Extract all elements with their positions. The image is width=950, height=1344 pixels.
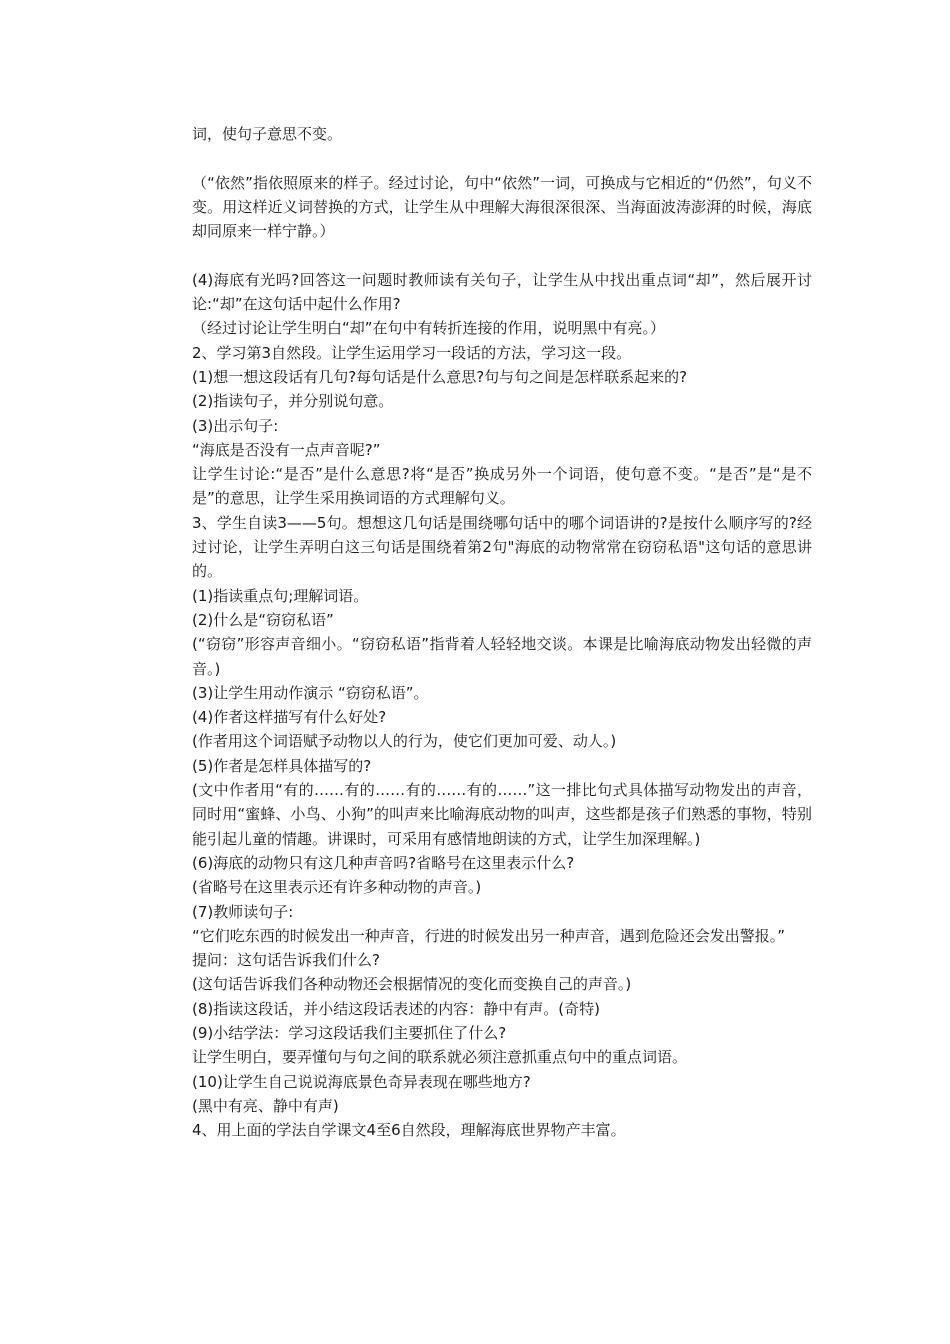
paragraph: （经过讨论让学生明白“却”在句中有转折连接的作用，说明黑中有亮。）: [192, 319, 666, 338]
paragraph: 3、学生自读3——5句。想想这几句话是围绕哪句话中的哪个词语讲的?是按什么顺序写的?经过讨论，让学生弄明白这三句话是围绕着第2句"海底的动物常常在窃窃私语"这句话的意思讲的。: [192, 513, 812, 581]
blank-line: [192, 243, 812, 267]
paragraph: “它们吃东西的时候发出一种声音，行进的时候发出另一种声音，遇到危险还会发出警报。”: [192, 926, 786, 945]
paragraph: (2)什么是“窃窃私语”: [192, 610, 334, 629]
paragraph: (3)让学生用动作演示 “窃窃私语”。: [192, 683, 429, 702]
paragraph: (4)海底有光吗?回答这一问题时教师读有关句子，让学生从中找出重点词“却”，然后展开讨论:“却”在这句话中起什么作用?: [192, 270, 812, 314]
paragraph: (1)指读重点句;理解词语。: [192, 586, 369, 605]
paragraph: 提问：这句话告诉我们什么?: [192, 951, 380, 970]
paragraph: (“窃窃”形容声音细小。“窃窃私语”指背着人轻轻地交谈。本课是比喻海底动物发出轻微的声音。): [192, 635, 812, 678]
paragraph: (1)想一想这段话有几句?每句话是什么意思?句与句之间是怎样联系起来的?: [192, 367, 688, 386]
document-body: [192, 122, 812, 1142]
paragraph: (作者用这个词语赋予动物以人的行为，使它们更加可爱、动人。): [192, 732, 617, 751]
paragraph: (7)教师读句子:: [192, 902, 294, 921]
paragraph: （“依然”指依照原来的样子。经过讨论，句中“依然”一词，可换成与它相近的“仍然”，句义不变。用这样近义词替换的方式，让学生从中理解大海很深很深、当海面波涛澎湃的时候，海底却同原来一样宁静。）: [192, 173, 812, 241]
paragraph: 2、学习第3自然段。让学生运用学习一段话的方法，学习这一段。: [192, 343, 632, 362]
paragraph: (这句话告诉我们各种动物还会根据情况的变化而变换自己的声音。): [192, 975, 632, 994]
paragraph: “海底是否没有一点声音呢?”: [192, 440, 381, 459]
paragraph: (2)指读句子，并分别说句意。: [192, 392, 394, 411]
paragraph: (5)作者是怎样具体描写的?: [192, 756, 372, 775]
paragraph: (4)作者这样描写有什么好处?: [192, 708, 387, 727]
paragraph: (黑中有亮、静中有声): [192, 1096, 339, 1115]
paragraph: (文中作者用“有的……有的……有的……有的……”这一排比句式具体描写动物发出的声音，同时用“蜜蜂、小鸟、小狗”的叫声来比喻海底动物的叫声，这些都是孩子们熟悉的事物，特别能引起儿童的情趣。讲课时，可采用有感情地朗读的方式，让学生加深理解。): [192, 781, 812, 848]
paragraph: (3)出示句子:: [192, 416, 279, 435]
blank-line: [192, 146, 812, 170]
paragraph: (9)小结学法：学习这段话我们主要抓住了什么?: [192, 1023, 507, 1042]
paragraph: 词，使句子意思不变。: [192, 125, 343, 143]
paragraph: 4、用上面的学法自学课文4至6自然段，理解海底世界物产丰富。: [192, 1121, 626, 1140]
paragraph: (6)海底的动物只有这几种声音吗?省略号在这里表示什么?: [192, 853, 575, 872]
paragraph: (省略号在这里表示还有许多种动物的声音。): [192, 878, 482, 897]
paragraph: (8)指读这段话，并小结这段话表述的内容：静中有声。(奇特): [192, 999, 600, 1018]
paragraph: 让学生明白，要弄懂句与句之间的联系就必须注意抓重点句中的重点词语。: [192, 1048, 688, 1067]
paragraph: (10)让学生自己说说海底景色奇异表现在哪些地方?: [192, 1072, 531, 1091]
paragraph: 让学生讨论:“是否”是什么意思?将“是否”换成另外一个词语，使句意不变。“是否”是“是不是”的意思，让学生采用换词语的方式理解句义。: [192, 465, 812, 508]
